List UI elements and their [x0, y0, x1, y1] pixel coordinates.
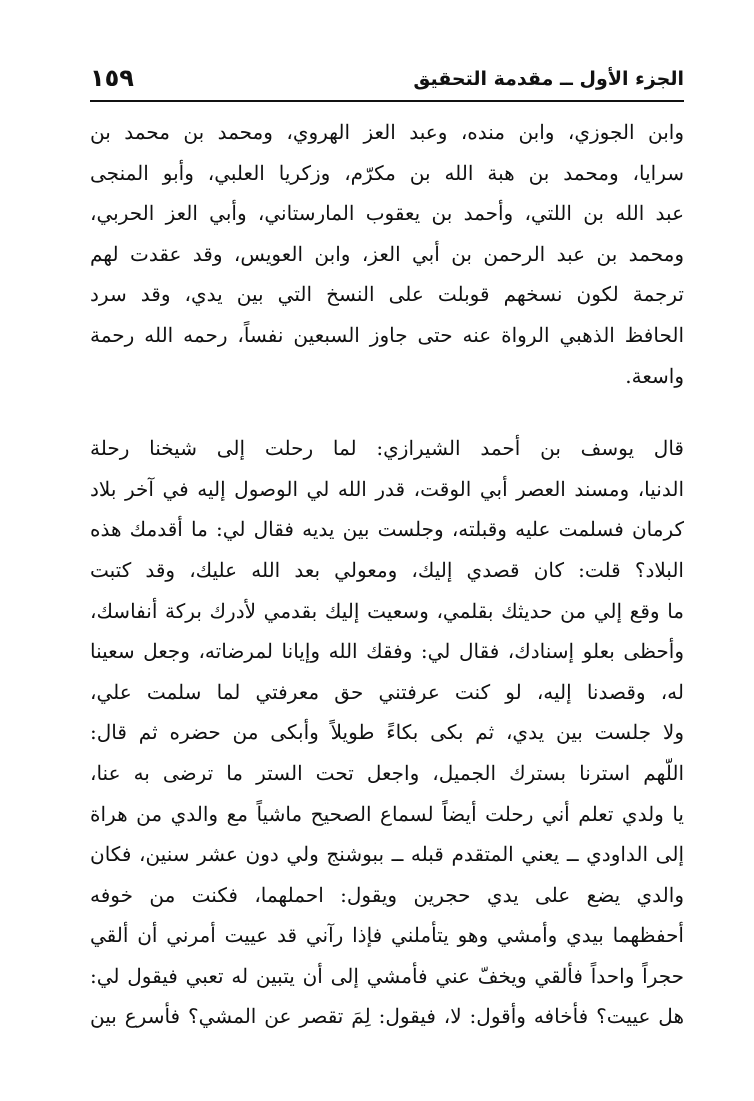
text-line: ما وقع إلي من حديثك بقلمي، وسعيت إليك بقدمي لأدرك بركة أنفاسك،: [90, 598, 684, 623]
text-line: قال يوسف بن أحمد الشيرازي: لما رحلت إلى شيخنا رحلة: [90, 436, 684, 461]
paragraph-gap: [90, 396, 684, 428]
text-line: كرمان فسلمت عليه وقبلته، وجلست بين يديه فقال لي: ما أقدمك هذه: [90, 517, 684, 542]
body-text: [90, 112, 684, 1037]
text-line: اللّهم استرنا بسترك الجميل، واجعل تحت الستر ما ترضى به عنا،: [90, 760, 684, 785]
text-line: والدي يضع على يدي حجرين ويقول: احملهما، فكنت من خوفه: [90, 882, 684, 907]
text-line: ومحمد بن عبد الرحمن بن أبي العز، وابن العويس، وقد عقدت لهم: [90, 241, 684, 266]
page-header: [90, 60, 684, 100]
paragraph-1: [90, 112, 684, 396]
text-line: البلاد؟ قلت: كان قصدي إليك، ومعولي بعد الله عليك، وقد كتبت: [90, 557, 684, 582]
text-line: إلى الداودي ــ يعني المتقدم قبله ــ ببوشنج ولي دون عشر سنين، فكان: [90, 842, 684, 867]
text-line: هل عييت؟ فأخافه وأقول: لا، فيقول: لِمَ تقصر عن المشي؟ فأسرع بين: [90, 1004, 684, 1029]
text-line: عبد الله بن اللتي، وأحمد بن يعقوب المارستاني، وأبي العز الحربي،: [90, 201, 684, 226]
text-line: أحفظهما بيدي وأمشي وهو يتأملني فإذا رآني قد عييت أمرني أن ألقي: [90, 923, 684, 948]
text-line: يا ولدي تعلم أني رحلت أيضاً لسماع الصحيح ماشياً مع والدي من هراة: [90, 801, 684, 826]
text-line: واسعة.: [625, 363, 684, 388]
running-title: الجزء الأول ــ مقدمة التحقيق: [413, 68, 684, 90]
text-line: ولا جلست بين يدي، ثم بكى بكاءً طويلاً وأبكى من حضره ثم قال:: [90, 720, 684, 745]
text-line: وابن الجوزي، وابن منده، وعبد العز الهروي، ومحمد بن محمد بن: [90, 120, 684, 144]
text-line: حجراً واحداً فألقي ويخفّ عني فأمشي إلى أن يتبين له تعبي فيقول لي:: [90, 963, 684, 988]
header-rule: [90, 100, 684, 102]
paragraph-2: [90, 428, 684, 1037]
page-number: ١٥٩: [90, 64, 134, 92]
text-line: ترجمة لكون نسخهم قوبلت على النسخ التي بين يدي، وقد سرد: [90, 282, 684, 307]
text-line: سرايا، ومحمد بن هبة الله بن مكرّم، وزكريا العلبي، وأبو المنجى: [90, 160, 684, 185]
text-line: الدنيا، ومسند العصر أبي الوقت، قدر الله لي الوصول إليه في آخر بلاد: [90, 476, 684, 501]
text-line: الحافظ الذهبي الرواة عنه حتى جاوز السبعين نفساً، رحمه الله رحمة: [90, 322, 684, 347]
text-line: وأحظى بعلو إسنادك، فقال لي: وفقك الله وإيانا لمرضاته، وجعل سعينا: [90, 639, 684, 664]
text-line: له، وقصدنا إليه، لو كنت عرفتني حق معرفتي لما سلمت علي،: [90, 679, 684, 704]
